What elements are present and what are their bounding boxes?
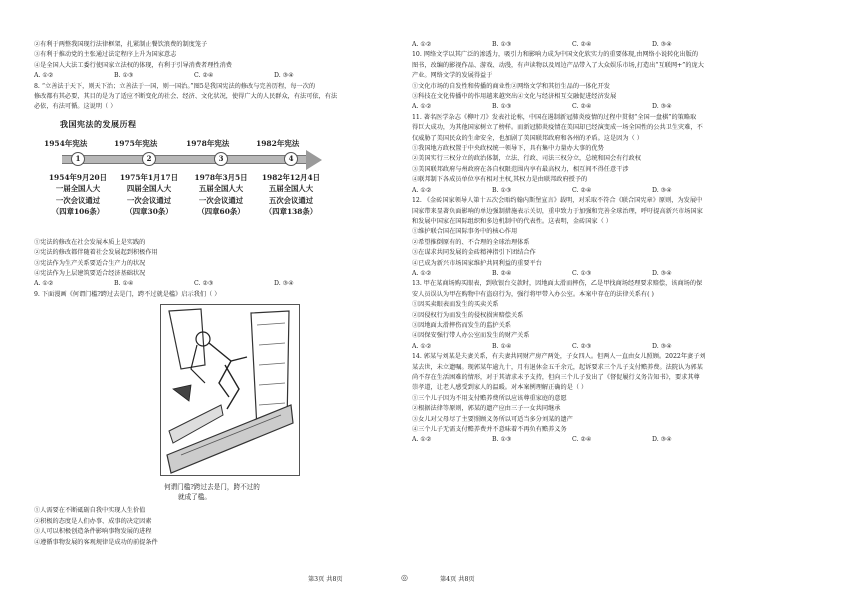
q14-item-4: ④三个儿子无需支付赡养费并不意味着不再负有赡养义务	[412, 426, 567, 434]
desc-line: 1982年12月4日	[261, 172, 321, 182]
q14-stem-line: 14. 郭某与刘某是夫妻关系，有夫妻共同财产房产两处，子女四人。但两人一直由女儿照顾。2022年妻子刘	[412, 353, 706, 361]
option-c[interactable]: C. ②④	[194, 72, 214, 80]
q12-stem-line: 和发展中国家在国际组织和多边机制中的代表性。这表明，金砖国家（ ）	[412, 217, 612, 225]
q12-item-2: ②希望推倒原有的、不合理的全球治理体系	[412, 238, 530, 246]
q13-stem-line: 13. 甲在某商场购买眼表，到收银台交款时，因地面太滑而摔伤，乙是甲找商场经理要求赔偿，该商场的保	[412, 280, 703, 288]
option-b[interactable]: B. ①③	[492, 436, 512, 444]
desc-line: （四章30条）	[125, 207, 173, 217]
desc-line: （四章60条）	[197, 207, 245, 217]
caption-line: 何谓门槛?跨过去是门，跨不过的	[164, 483, 260, 492]
option-c[interactable]: C. ②④	[572, 186, 592, 194]
option-c[interactable]: C. ①③	[572, 269, 592, 277]
q13-item-1: ①因买卖眼表而发生的买卖关系	[412, 301, 499, 309]
q14-item-2: ②根据法律等原则，郭某的遗产应由三子一女共同继承	[412, 405, 561, 413]
option-b[interactable]: B. ①③	[492, 103, 512, 111]
desc-line: 五次会议通过	[268, 195, 314, 205]
option-d[interactable]: D. ③④	[652, 269, 672, 277]
q8-item-4: ④宪法作为上层建筑要适合经济基础状况	[34, 270, 146, 278]
q14-item-1: ①三个儿子因为不用支付赡养费所以应该尊重家庭的意愿	[412, 394, 567, 402]
q10-items: ①文化市场的自发性和传播的商业性②网络文学和其衍生品的一体化开发	[412, 82, 610, 90]
left-column	[34, 40, 394, 548]
q11-stem-line: 11. 著名医学杂志《柳叶刀》发表社论称，中国在遏制新冠肺炎疫情的过程中贯彻“全国一盘棋”的策略取	[412, 113, 697, 121]
timeline-node: 2	[142, 152, 156, 166]
desc-line: （四章106条）	[51, 207, 105, 217]
desc-line: 1954年9月20日	[48, 172, 108, 182]
timeline-node: 4	[284, 152, 298, 166]
option-a[interactable]: A. ①②	[34, 280, 54, 288]
q12-stem-line: 12. 《金砖国家领导人第十五次会晤约翰内斯堡宣言》载明，对采取不符合《联合国宪章》原则，为发展中	[412, 197, 703, 205]
q11-item-3: ③美国联邦政府与州政府在各自权限范围内享有最高权力，相互间不得任意干涉	[412, 165, 629, 173]
q11-stem-line: 仅威胁了美国民众的生命安全，也加剧了美国联邦政府和各州的矛盾。这是因为（ ）	[412, 134, 643, 142]
option-d[interactable]: D. ③④	[652, 342, 672, 350]
q9-item-2: ②积极的态度是人们办事、成事的决定因素	[34, 517, 152, 525]
q13-item-2: ②因侵权行为而发生的侵权损害赔偿关系	[412, 311, 524, 319]
q14-stem-line: 崇孝道，让老人感受到家人的温暖。对本案例理解正确的是（ ）	[412, 384, 588, 392]
q10-items: ③科技在文化传播中的作用越来越突出④文化与经济相互交融促进经济发展	[412, 93, 617, 101]
timeline-desc	[187, 172, 255, 218]
q13-stem-line: 安人员误认为甲在购物中有盗窃行为，强行将甲带入办公室。本案中存在的法律关系有( )	[412, 290, 654, 298]
q9-stem: 9. 下面漫画《何谓门槛?跨过去是门，跨不过就是槛》启示我们（ ）	[34, 290, 221, 298]
q11-item-4: ④联邦制下各成员单位享有相对主权,其权力是由联邦政府授予的	[412, 176, 588, 184]
desc-line: 一次会议通过	[198, 195, 244, 205]
timeline-title: 我国宪法的发展历程	[60, 118, 137, 129]
desc-line: 1975年1月17日	[119, 172, 179, 182]
desc-line: 五届全国人大	[268, 184, 314, 194]
desc-line: 四届全国人大	[126, 184, 172, 194]
q8-item-3: ③宪法作为生产关系要适合生产力的状况	[34, 259, 146, 267]
threshold-cartoon-image	[160, 304, 300, 476]
q8-stem-line: 必依，有法可循。这说明（ ）	[34, 103, 117, 111]
option-a[interactable]: A. ①②	[412, 41, 432, 48]
option-d[interactable]: D. ③④	[274, 280, 294, 288]
option-d[interactable]: D. ③④	[652, 436, 672, 444]
constitution-timeline-figure	[34, 117, 334, 235]
option-d[interactable]: D. ③④	[652, 186, 672, 194]
timeline-arrow-bar	[62, 155, 306, 164]
option-c[interactable]: C. ②④	[572, 103, 592, 111]
desc-line: 1978年3月5日	[194, 172, 248, 182]
timeline-label: 1975年宪法	[114, 138, 158, 148]
option-d[interactable]: D. ③④	[652, 41, 672, 48]
q12-stem-line: 国家带来显著负面影响的单边强制措施表示关切，重申致力于加强和完善全球治理，呼吁提高新兴市场国家	[412, 207, 703, 215]
timeline-arrow-head	[306, 150, 322, 170]
q8-stem-line: 8. “立善法于天下，则天下治；立善法于一国，则一国治。”图5是我国宪法的修改与完善历程，每一次的	[34, 82, 316, 90]
q8-stem-line: 修改都有其必要，其目的是为了适应不断变化的社会、经济、文化状况，使得广大的人民群众，有法可依，有法	[34, 93, 338, 101]
option-a[interactable]: A. ①②	[34, 72, 54, 80]
desc-line: （四章138条）	[264, 207, 318, 217]
q12-item-4: ④已成为新兴市场国家维护共同利益的重要平台	[412, 259, 542, 267]
option-a[interactable]: A. ①②	[412, 269, 432, 277]
q9-options	[412, 40, 732, 50]
q8-options	[34, 279, 354, 289]
option-c[interactable]: C. ②③	[194, 280, 214, 288]
q14-stem-line: 尚不存在生活困难的情形，对于其请求未予支持，但向三个儿子发出了《督促履行义务告知书》，要求其尊	[412, 374, 700, 381]
option-b[interactable]: B. ①③	[114, 72, 134, 80]
timeline-node: 1	[71, 152, 85, 166]
timeline-label: 1954年宪法	[44, 138, 88, 148]
desc-line: 一次会议通过	[126, 195, 172, 205]
page-footer-left: 第3页 共8页	[308, 576, 343, 583]
q7-item-2: ②有利于两整我国现行法律框架，扎紧制止餐饮浪费的制度笼子	[34, 41, 208, 48]
q10-stem-line: 10. 网络文学以其广泛的渗透力，吸引力和影响力成为中国文化软实力的重要体现,由网络小说转化出版的	[412, 51, 699, 59]
option-b[interactable]: B. ①③	[492, 41, 512, 48]
q12-options	[412, 269, 732, 279]
right-column	[412, 40, 778, 446]
option-a[interactable]: A. ①②	[412, 186, 432, 194]
option-b[interactable]: B. ①③	[492, 186, 512, 194]
q10-stem-line: 产业。网络文学的发展得益于	[412, 72, 493, 80]
q8-item-1: ①宪法的修改在社会发展本质上是实践的	[34, 238, 146, 246]
q10-stem-line: 图书，改编的影视作品、游戏、动漫，有声读物以及周边产品带入了大众娱乐市场,打造出“互联网+”的庞大	[412, 61, 704, 69]
q9-item-4: ④遵循事物发展的客观规律是成功的前提条件	[34, 538, 158, 546]
q7-options	[34, 71, 354, 81]
q11-stem-line: 得巨大成功，为其他国家树立了榜样。而新冠肺炎疫情在美国却已经演变成一场全国性的公共卫生灾难，不	[412, 124, 703, 132]
option-c[interactable]: C. ②④	[572, 41, 592, 48]
q8-item-2: ②宪法的修改都伴随着社会发展起到积极作用	[34, 249, 158, 257]
option-b[interactable]: B. ①④	[114, 280, 134, 288]
option-b[interactable]: B. ②④	[492, 269, 512, 277]
q11-item-1: ①我国地方政权置于中央政权统一领导下，具有集中力量办大事的优势	[412, 145, 604, 153]
timeline-desc	[44, 172, 112, 218]
q13-options	[412, 342, 732, 352]
option-d[interactable]: D. ③④	[652, 103, 672, 111]
option-a[interactable]: A. ①②	[412, 342, 432, 350]
desc-line: 五届全国人大	[198, 184, 244, 194]
option-c[interactable]: C. ②③	[572, 342, 592, 350]
option-a[interactable]: A. ①②	[412, 436, 432, 444]
timeline-label: 1982年宪法	[256, 138, 300, 148]
q7-item-3: ③有利于推动党的主张通过法定程序上升为国家意志	[34, 51, 177, 59]
desc-line: 一次会议通过	[55, 195, 101, 205]
q7-item-4: ④是全国人大法工委行使国家立法权的体现，有利于引导消费者理性消费	[34, 61, 232, 69]
q9-item-3: ③人可以积极创造条件影响事物发展的进程	[34, 528, 152, 536]
q9-item-1: ①人需要在不断砥砺自我中实现人生价值	[34, 507, 146, 515]
q11-item-2: ②美国实行三权分立的政治体制，立法、行政、司法三权分立，总统和国会有行政权	[412, 155, 641, 163]
q13-item-4: ④因保安强行带人办公室而发生的财产关系	[412, 332, 530, 340]
timeline-desc	[115, 172, 183, 218]
cartoon-caption	[164, 482, 394, 502]
q12-item-3: ③在谋求共同发展的金砖精神指引下团结合作	[412, 249, 536, 257]
timeline-label: 1978年宪法	[186, 138, 230, 148]
q13-item-3: ③因地面太滑摔伤而发生的监护关系	[412, 321, 511, 329]
caption-line: 就成了槛。	[178, 493, 211, 502]
page-footer-right: 第4页 共8页	[440, 576, 475, 583]
binding-mark-icon: ◎	[401, 573, 408, 582]
desc-line: 一届全国人大	[55, 184, 101, 194]
timeline-desc	[257, 172, 325, 218]
q12-item-1: ①维护联合国在国际事务中的核心作用	[412, 228, 518, 236]
q14-options	[412, 435, 732, 445]
q14-stem-line: 某去世，未立遗嘱。现郭某年逾九十，月有退休金五千余元，起诉要求三个儿子支付赡养费。法院认为郭某	[412, 363, 703, 371]
timeline-node: 3	[214, 152, 228, 166]
q14-item-3: ③女儿对父母尽了主要照顾义务所以可适当多分刘某的遗产	[412, 415, 573, 423]
option-a[interactable]: A. ①②	[412, 103, 432, 111]
option-c[interactable]: C. ②④	[572, 436, 592, 444]
option-b[interactable]: B. ①④	[492, 342, 512, 350]
cartoon-drawing	[161, 305, 299, 475]
option-d[interactable]: D. ③④	[274, 72, 294, 80]
q11-options	[412, 186, 732, 196]
q10-options	[412, 102, 732, 112]
